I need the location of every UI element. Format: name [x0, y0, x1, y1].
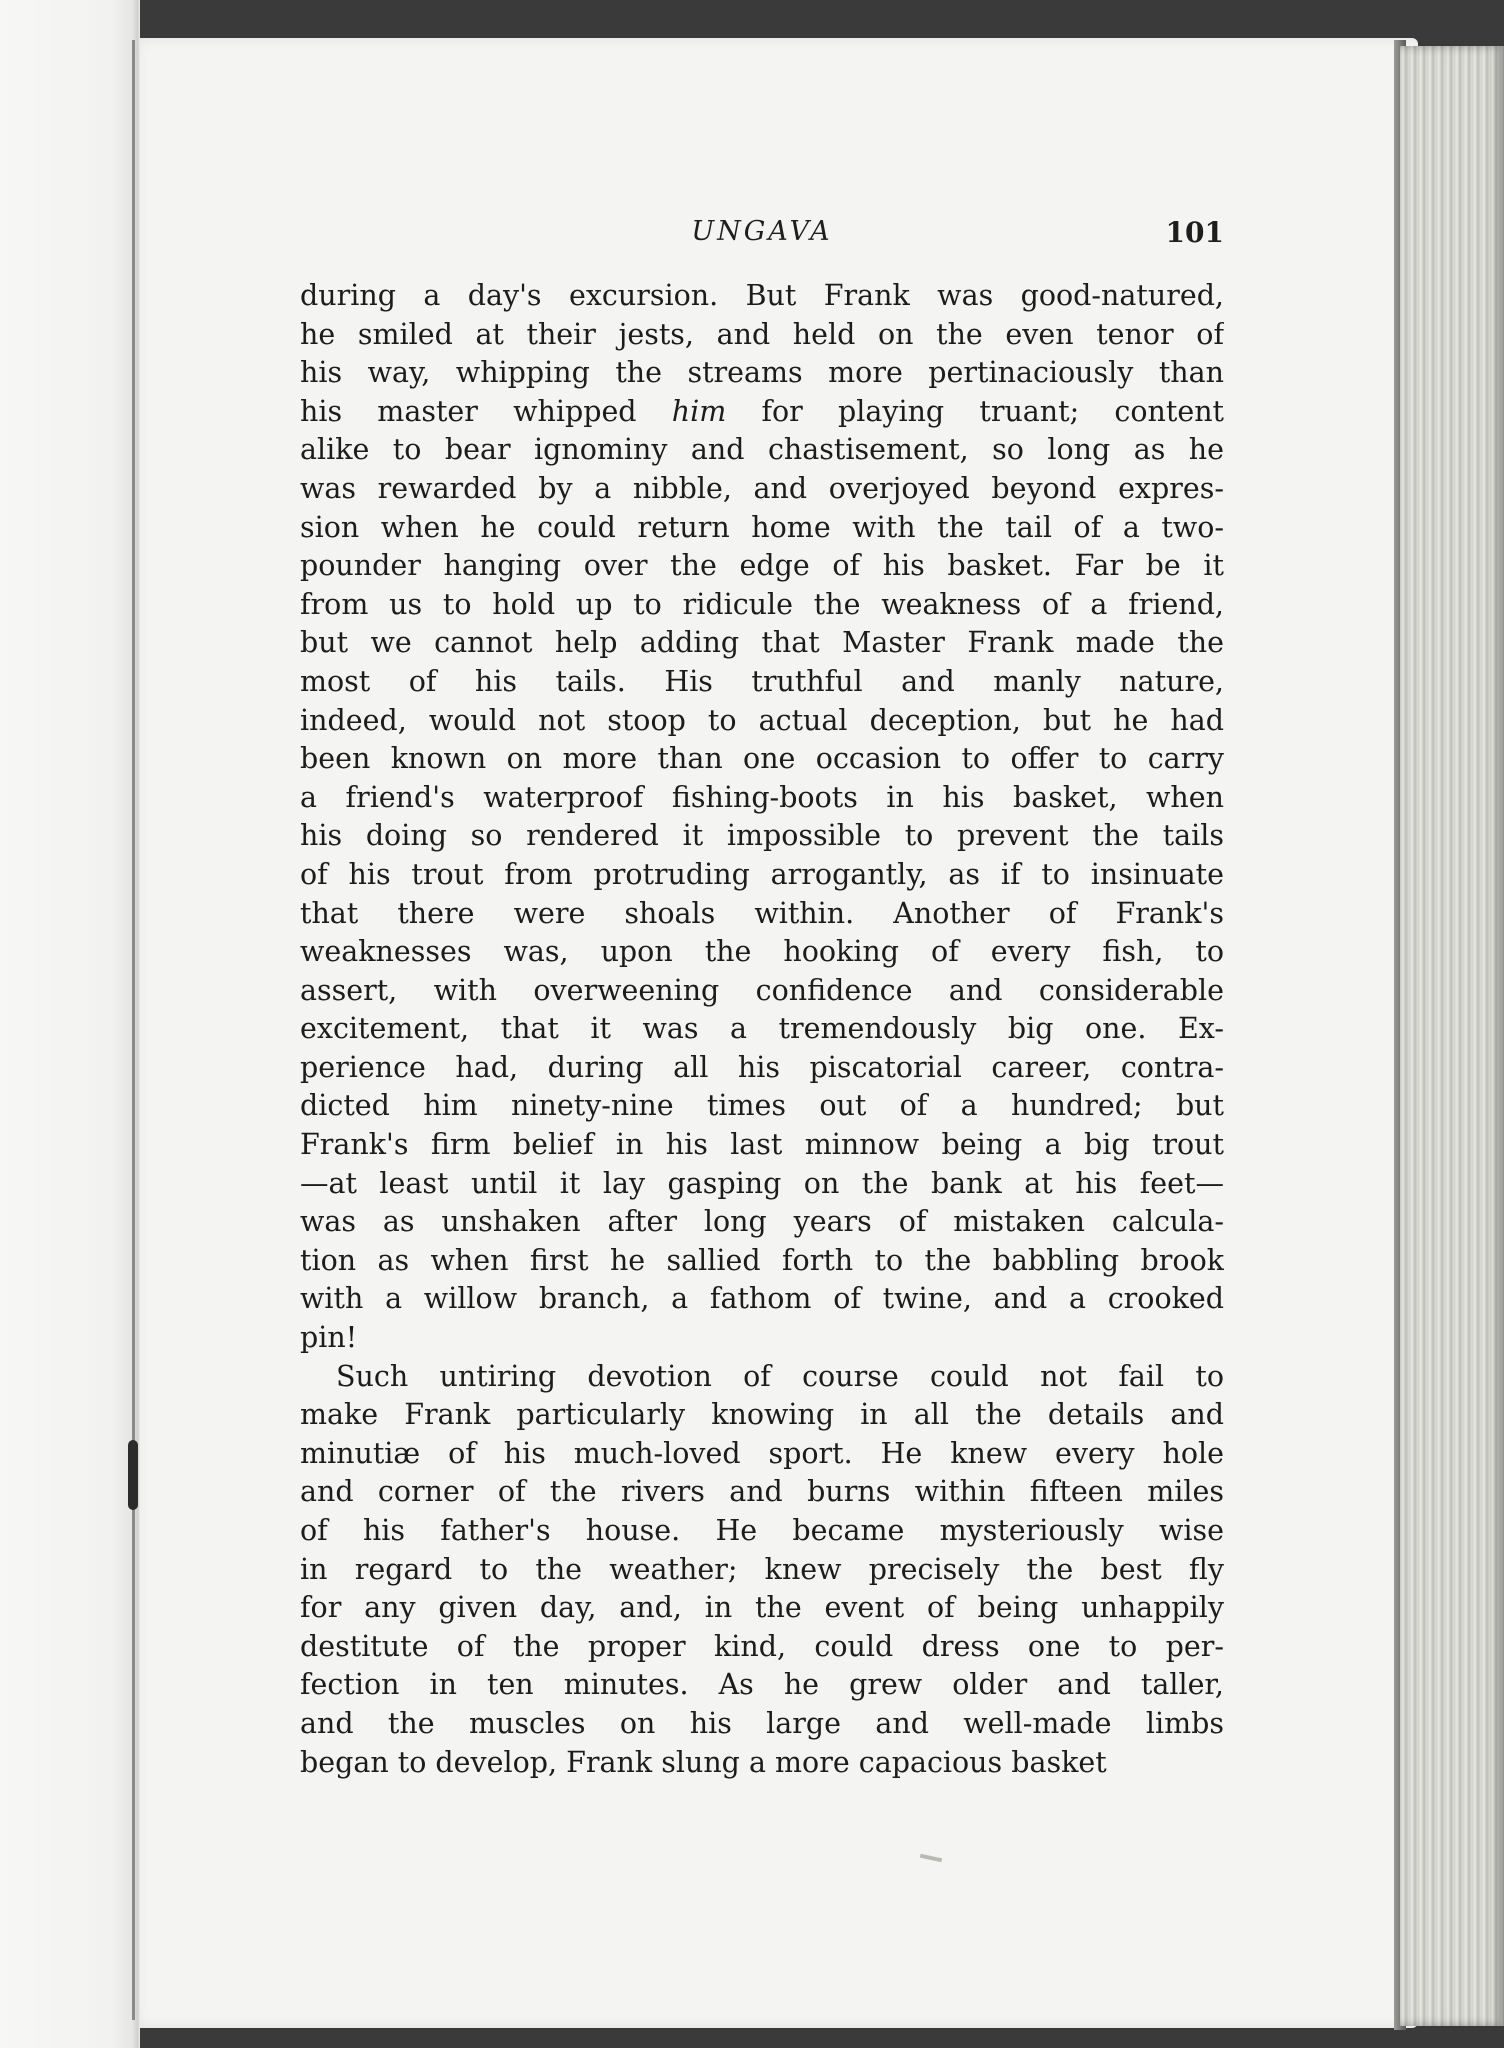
gutter-line — [132, 40, 135, 2020]
paragraph — [300, 1358, 1224, 1783]
text-line: of his trout from protruding arrogantly, as if to insinuate — [300, 857, 1224, 891]
text-line: pin! — [300, 1321, 358, 1355]
text-line: and corner of the rivers and burns within fifteen miles — [300, 1475, 1224, 1509]
text-line: Such untiring devotion of course could not fail to — [336, 1359, 1224, 1393]
text-line: from us to hold up to ridicule the weakness of a friend, — [300, 587, 1224, 621]
text-line: of his father's house. He became mysteriously wise — [300, 1514, 1224, 1547]
text-line: that there were shoals within. Another of Frank's — [300, 896, 1224, 930]
text-line: —at least until it lay gasping on the bank at his feet— — [300, 1166, 1224, 1200]
text-line: his way, whipping the streams more pertinaciously than — [300, 356, 1224, 390]
text-line: but we cannot help adding that Master Frank made the — [300, 626, 1224, 660]
text-line: his doing so rendered it impossible to prevent the tails — [300, 819, 1224, 853]
text-line: he smiled at their jests, and held on the even tenor of — [300, 317, 1224, 351]
text-line: began to develop, Frank slung a more capacious basket — [300, 1745, 1107, 1779]
text-line: make Frank particularly knowing in all the details and — [300, 1398, 1224, 1432]
text-line: fection in ten minutes. As he grew older and taller, — [300, 1668, 1224, 1702]
text-line: destitute of the proper kind, could dress one to per- — [300, 1629, 1224, 1663]
text-line: excitement, that it was a tremendously big one. Ex- — [300, 1012, 1224, 1046]
text-line: a friend's waterproof fishing-boots in his basket, when — [300, 780, 1224, 814]
text-line: during a day's excursion. But Frank was good-natured, — [300, 279, 1224, 312]
text-line: for any given day, and, in the event of being unhappily — [300, 1591, 1224, 1625]
text-line: tion as when first he sallied forth to the babbling brook — [300, 1243, 1224, 1277]
running-head — [300, 216, 1224, 256]
text-line: in regard to the weather; knew precisely the best fly — [300, 1552, 1224, 1586]
text-line: was as unshaken after long years of mistaken calcula- — [300, 1205, 1224, 1239]
paragraph — [300, 277, 1224, 1358]
page-number: 101 — [1165, 216, 1224, 249]
text-line: weaknesses was, upon the hooking of every fish, to — [300, 935, 1224, 969]
text-line: dicted him ninety-nine times out of a hundred; but — [300, 1089, 1224, 1123]
text-line: pounder hanging over the edge of his basket. Far be it — [300, 549, 1224, 583]
text-line: his master whipped him for playing truant; content — [300, 394, 1224, 428]
text-line: most of his tails. His truthful and manly nature, — [300, 664, 1224, 698]
running-head-title: UNGAVA — [691, 216, 833, 247]
gutter-mark — [128, 1440, 138, 1510]
text-line: perience had, during all his piscatorial career, contra- — [300, 1050, 1224, 1084]
text-line: with a willow branch, a fathom of twine, and a crooked — [300, 1282, 1224, 1316]
body-text — [300, 277, 1224, 1782]
page-stack-edge — [1400, 46, 1504, 2026]
text-line: alike to bear ignominy and chastisement, so long as he — [300, 433, 1224, 467]
text-line: minutiæ of his much-loved sport. He knew every hole — [300, 1436, 1224, 1470]
text-line: sion when he could return home with the tail of a two- — [300, 510, 1224, 544]
text-line: been known on more than one occasion to offer to carry — [300, 742, 1224, 776]
facing-page-edge — [0, 0, 140, 2048]
text-line: was rewarded by a nibble, and overjoyed beyond expres- — [300, 471, 1224, 505]
text-line: and the muscles on his large and well-made limbs — [300, 1706, 1224, 1740]
text-line: assert, with overweening confidence and considerable — [300, 973, 1224, 1007]
text-line: indeed, would not stoop to actual deception, but he had — [300, 703, 1224, 737]
text-line: Frank's firm belief in his last minnow being a big trout — [300, 1128, 1224, 1162]
